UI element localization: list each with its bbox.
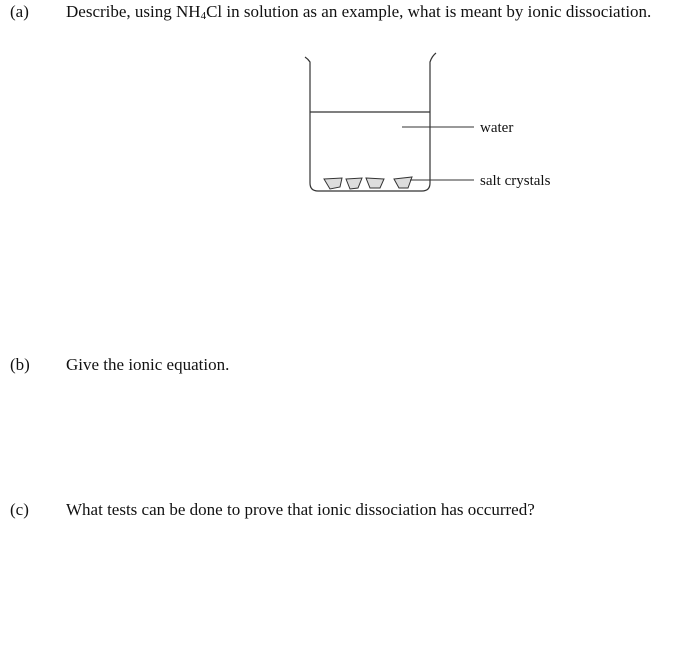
water-label: water [480,120,514,136]
question-a-text-start: Describe, using NH [66,2,201,21]
salt-crystals-label: salt crystals [480,173,551,189]
leader-lines [402,127,474,180]
beaker [305,53,436,191]
crystal-1 [324,178,342,189]
question-c-text: What tests can be done to prove that ionic dissociation has occurred? [66,500,535,519]
beaker-svg [300,45,600,205]
question-c-label: (c) [10,500,29,519]
question-a-label: (a) [10,2,29,21]
beaker-outline [305,53,436,191]
question-b-text: Give the ionic equation. [66,355,230,374]
crystal-3 [366,178,384,188]
question-b-label: (b) [10,355,30,374]
beaker-diagram [300,45,600,205]
question-a-text-end: Cl in solution as an example, what is meant by ionic dissociation. [206,2,652,21]
crystal-4 [394,177,412,188]
salt-crystals [324,177,412,189]
question-a-subscript: 4 [200,10,207,22]
question-a-text [66,2,651,26]
crystal-2 [346,178,362,189]
